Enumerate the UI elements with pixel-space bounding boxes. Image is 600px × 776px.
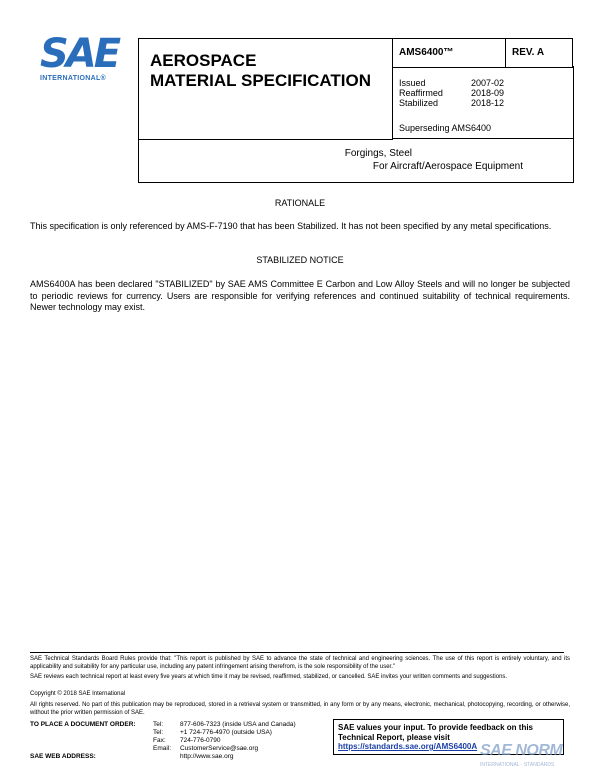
sae-web-link[interactable]: http://www.sae.org: [180, 753, 234, 760]
review-text: SAE reviews each technical report at least every five years at which time it may be revised, reaffirmed, stabilized, or cancelled. SAE invites your written comments and suggestions.: [30, 674, 508, 680]
footer-divider: [30, 652, 564, 653]
feedback-link[interactable]: https://standards.sae.org/AMS6400A: [338, 742, 478, 751]
spec-code-box: [392, 38, 506, 68]
contact-key: Email:: [153, 745, 172, 752]
date-label: Reaffirmed: [399, 88, 443, 98]
subject-box: [138, 138, 574, 183]
spec-title-line1: AEROSPACE: [150, 51, 257, 70]
watermark-logo: SAE NORM: [480, 742, 563, 759]
subject-line1: Forgings, Steel: [344, 148, 412, 159]
date-row-issued: [399, 78, 504, 88]
web-label: SAE WEB ADDRESS:: [30, 753, 96, 760]
sae-logo: [40, 31, 120, 84]
date-label: Issued: [399, 78, 426, 88]
contact-phone-domestic[interactable]: 877-606-7323 (inside USA and Canada): [180, 721, 296, 728]
order-label: TO PLACE A DOCUMENT ORDER:: [30, 721, 136, 728]
spec-title-line2: MATERIAL SPECIFICATION: [150, 71, 371, 90]
date-label: Stabilized: [399, 98, 439, 108]
feedback-line2: Technical Report, please visit: [338, 732, 450, 742]
date-row-stabilized: [399, 98, 504, 108]
sae-logo-subtitle: INTERNATIONAL®: [40, 75, 107, 82]
copyright-text: Copyright © 2018 SAE International: [30, 691, 126, 697]
date-value: 2018-09: [471, 88, 505, 98]
order-contacts: [30, 721, 296, 761]
date-value: 2007-02: [471, 78, 505, 88]
contact-phone-intl[interactable]: +1 724-776-4970 (outside USA): [180, 729, 272, 736]
date-value: 2018-12: [471, 98, 505, 108]
revision-label: REV. A: [512, 47, 545, 58]
watermark-subtitle: INTERNATIONAL · STANDARDS: [480, 762, 555, 768]
spec-title-box: [138, 38, 393, 140]
tsb-rules-text: SAE Technical Standards Board Rules provide that: "This report is published by SAE to advance the state of technical and engineering sciences. The use of this report is entirely voluntary, and its applicability and suitability for any particular use, including any patent infringement arising therefrom, is the sole responsibility of the user.": [30, 656, 570, 670]
feedback-line1: SAE values your input. To provide feedback on this: [338, 723, 533, 732]
contact-key: Tel:: [153, 729, 164, 736]
revision-box: [504, 38, 573, 68]
contact-key: Fax:: [153, 737, 166, 744]
stabilized-notice-text: AMS6400A has been declared "STABILIZED" by SAE AMS Committee E Carbon and Low Alloy Steels and will no longer be subjected to periodic reviews for currency. Users are responsible for verifying references and continued suitability of technical requirements. Newer technology may exist.: [30, 279, 570, 312]
spec-title: [150, 51, 393, 91]
date-row-reaffirmed: [399, 88, 504, 98]
superseding-note: Superseding AMS6400: [399, 123, 492, 133]
stabilized-notice-heading: STABILIZED NOTICE: [256, 255, 344, 265]
contact-key: Tel:: [153, 721, 164, 728]
contact-fax: 724-776-0790: [180, 737, 221, 744]
rationale-text: This specification is only referenced by AMS-F-7190 that has been Stabilized. It has not been specified by any metal specifications.: [30, 221, 552, 231]
rationale-heading: RATIONALE: [274, 198, 326, 208]
subject-line2: For Aircraft/Aerospace Equipment: [372, 161, 523, 172]
sae-logo-mark: SAE: [40, 31, 119, 77]
spec-code: AMS6400™: [399, 47, 454, 58]
rights-text: All rights reserved. No part of this publication may be reproduced, stored in a retrieval system or transmitted, in any form or by any means, electronic, mechanical, photocopying, recording, or otherwise, without the prior written permission of SAE.: [30, 702, 570, 716]
dates-box: [392, 66, 574, 139]
contact-email-link[interactable]: CustomerService@sae.org: [180, 745, 259, 752]
